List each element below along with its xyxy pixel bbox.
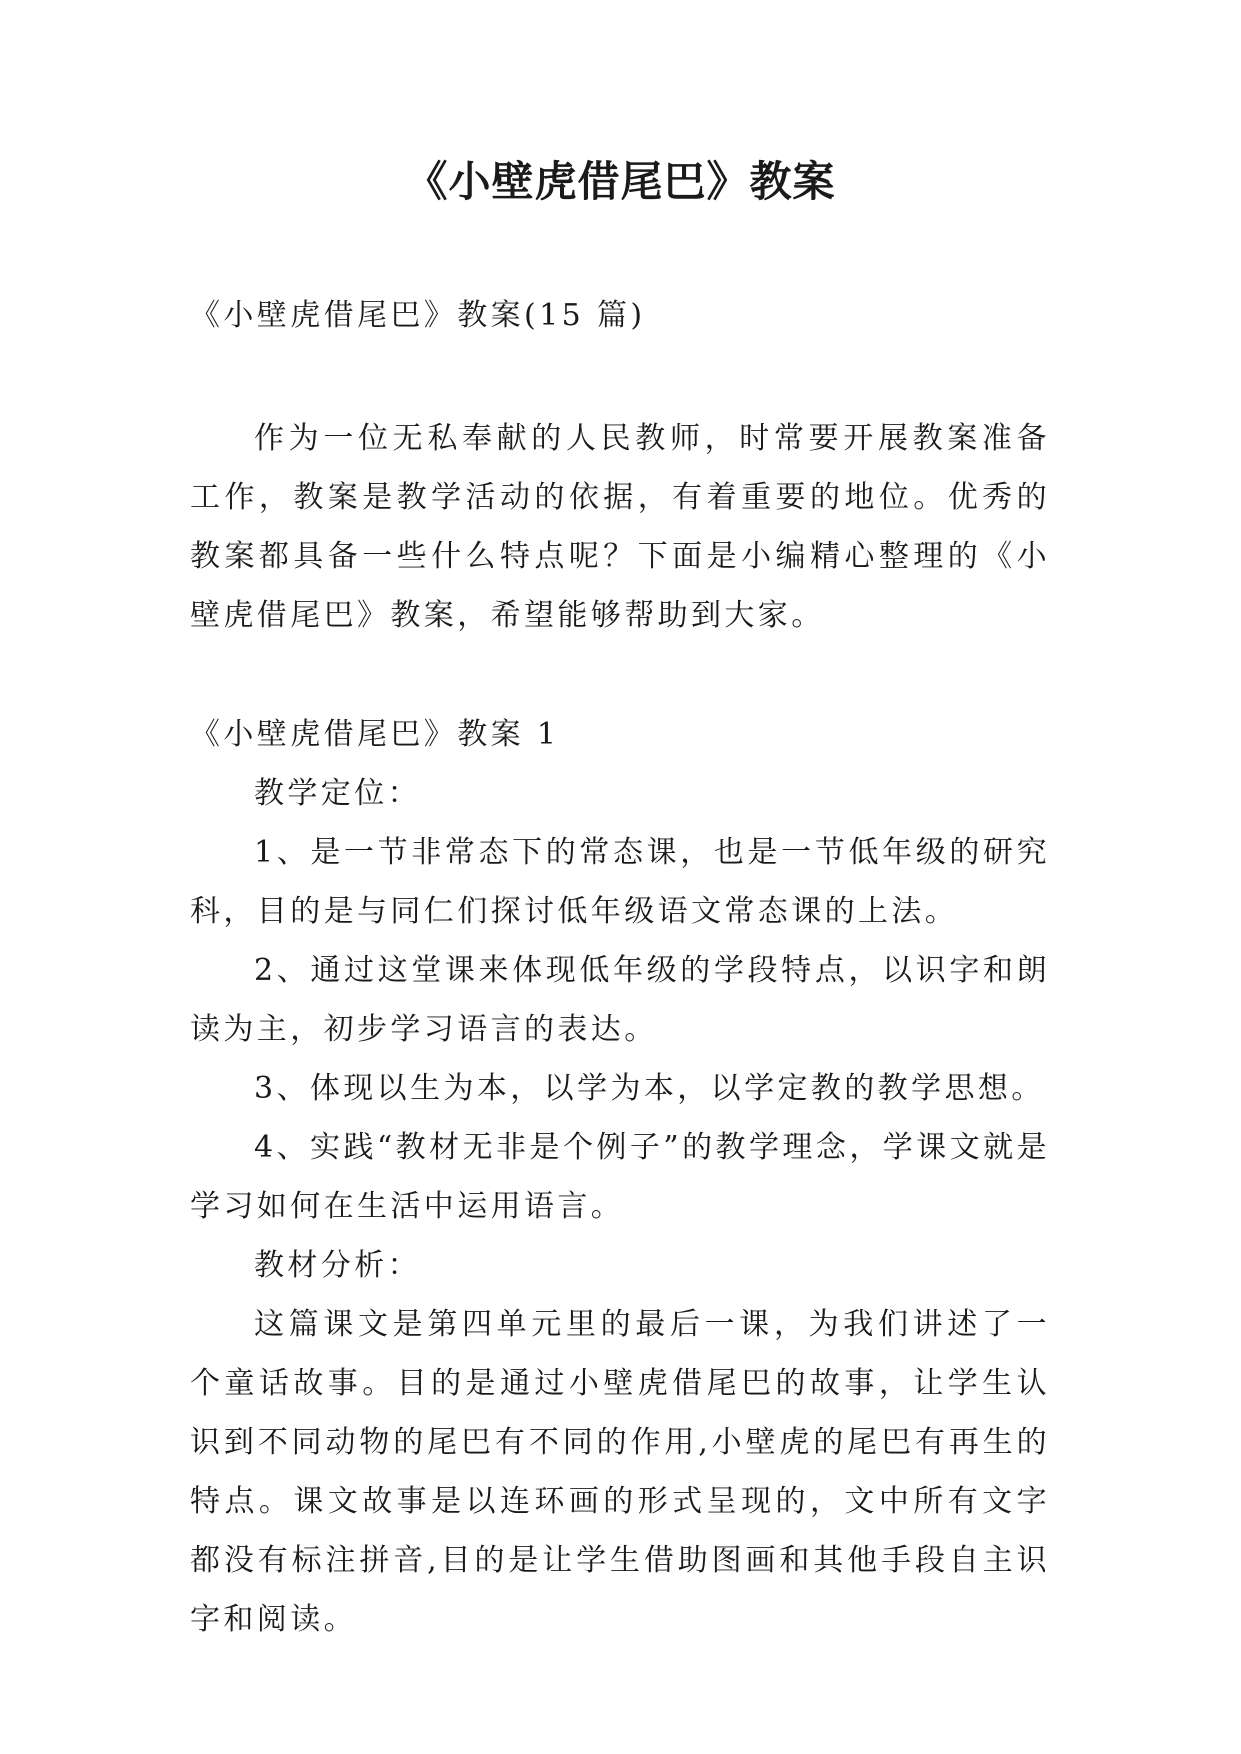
positioning-label: 教学定位：: [254, 776, 421, 811]
analysis-label: 教材分析：: [254, 1248, 421, 1283]
document-body: [190, 286, 1050, 1649]
positioning-point-3: 3、体现以生为本，以学为本，以学定教的教学思想。: [254, 1071, 1045, 1106]
document-title: 《小壁虎借尾巴》教案: [405, 157, 836, 206]
section-heading: 《小壁虎借尾巴》教案 1: [190, 717, 560, 752]
positioning-point-4: 4、实践“教材无非是个例子”的教学理念，学课文就是学习如何在生活中运用语言。: [190, 1130, 1050, 1224]
analysis-paragraph: 这篇课文是第四单元里的最后一课，为我们讲述了一个童话故事。目的是通过小壁虎借尾巴的故事，让学生认识到不同动物的尾巴有不同的作用,小壁虎的尾巴有再生的特点。课文故事是以连环画的形式呈现的，文中所有文字都没有标注拼音,目的是让学生借助图画和其他手段自主识字和阅读。: [190, 1307, 1050, 1637]
positioning-point-1: 1、是一节非常态下的常态课，也是一节低年级的研究科，目的是与同仁们探讨低年级语文常态课的上法。: [190, 835, 1050, 929]
positioning-point-2: 2、通过这堂课来体现低年级的学段特点，以识字和朗读为主，初步学习语言的表达。: [190, 953, 1050, 1047]
document-subtitle: 《小壁虎借尾巴》教案(15 篇): [190, 298, 646, 333]
intro-paragraph: 作为一位无私奉献的人民教师，时常要开展教案准备工作，教案是教学活动的依据，有着重要的地位。优秀的教案都具备一些什么特点呢？下面是小编精心整理的《小壁虎借尾巴》教案，希望能够帮助到大家。: [190, 421, 1050, 633]
